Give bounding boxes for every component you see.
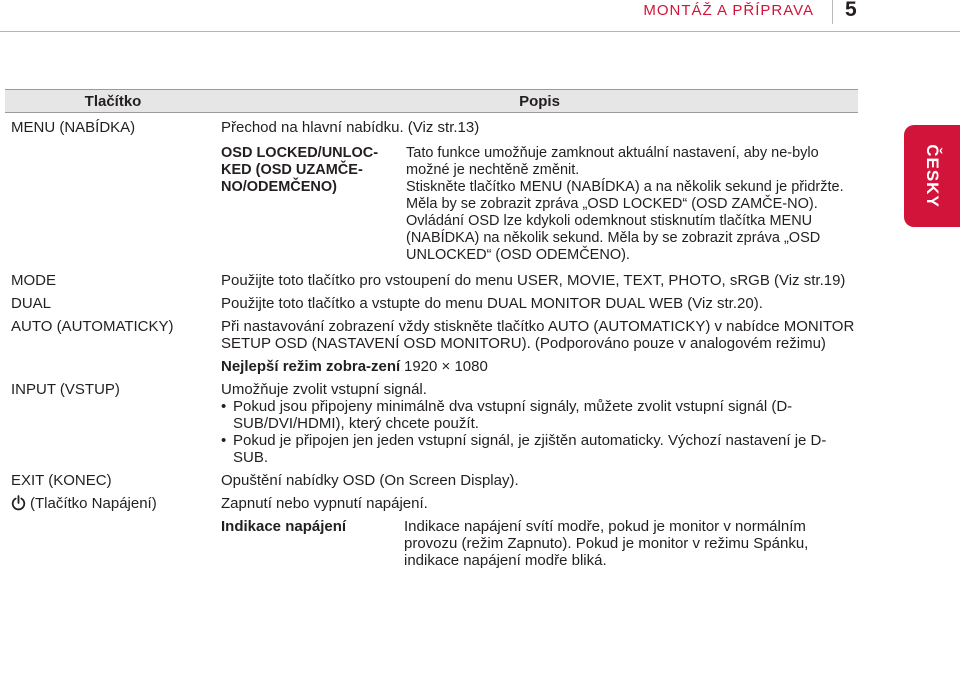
row-description — [221, 489, 858, 569]
page-header — [0, 0, 960, 34]
power-indicator-label: Indikace napájení — [221, 518, 347, 535]
menu-description: Přechod na hlavní nabídku. (Viz str.13) — [221, 119, 480, 136]
row-description — [221, 113, 858, 265]
table-row-power — [5, 489, 858, 569]
table-header-row — [5, 90, 858, 113]
osd-lock-subrow — [221, 145, 858, 264]
table-row-menu — [5, 113, 858, 265]
table-row-auto — [5, 312, 858, 375]
header-rule — [0, 31, 960, 32]
input-bullet-list — [221, 398, 858, 466]
button-name: MODE — [11, 272, 56, 289]
row-description: Použijte toto tlačítko a vstupte do menu DUAL MONITOR DUAL WEB (Viz str.20). — [221, 295, 763, 312]
power-indicator-subrow — [221, 518, 858, 569]
language-tab — [904, 125, 960, 227]
table-row-input — [5, 375, 858, 466]
row-description: Použijte toto tlačítko pro vstoupení do menu USER, MOVIE, TEXT, PHOTO, sRGB (Viz str.19) — [221, 272, 846, 289]
button-name: (Tlačítko Napájení) — [30, 495, 157, 512]
osd-lock-description — [406, 145, 858, 264]
button-table — [5, 89, 858, 693]
best-mode-label: Nejlepší režim zobra-zení — [221, 358, 401, 375]
button-name: MENU (NABÍDKA) — [11, 119, 136, 136]
row-description: Opuštění nabídky OSD (On Screen Display). — [221, 472, 519, 489]
button-name: INPUT (VSTUP) — [11, 381, 120, 398]
row-description — [221, 375, 858, 466]
osd-lock-text-2: Stiskněte tlačítko MENU (NABÍDKA) a na několik sekund je přidržte. — [406, 179, 844, 195]
power-description: Zapnutí nebo vypnutí napájení. — [221, 495, 428, 512]
list-item: • Pokud je připojen jen jeden vstupní signál, je zjištěn automaticky. Výchozí nastavení je D-SUB. — [221, 432, 858, 466]
row-description — [221, 312, 858, 375]
power-icon — [11, 495, 26, 515]
button-name: EXIT (KONEC) — [11, 472, 112, 489]
table-row-dual — [5, 289, 858, 312]
osd-lock-text-1: Tato funkce umožňuje zamknout aktuální nastavení, aby ne-bylo možné je nechtěně změnit. — [406, 145, 819, 178]
osd-lock-text-4: Ovládání OSD lze kdykoli odemknout stisknutím tlačítka MENU (NABÍDKA) na několik sekund. Měla by se zobrazit zpráva „OSD UNLOCKED“ (OSD ODEMČENO). — [406, 213, 821, 263]
osd-lock-text-3: Měla by se zobrazit zpráva „OSD LOCKED“ (OSD ZAMČE-NO). — [406, 196, 818, 212]
table-row-exit — [5, 466, 858, 489]
button-name: AUTO (AUTOMATICKY) — [11, 318, 174, 335]
page-number: 5 — [845, 0, 857, 21]
column-header-description: Popis — [221, 90, 858, 113]
auto-description: Při nastavování zobrazení vždy stiskněte tlačítko AUTO (AUTOMATICKY) v nabídce MONITOR SETUP OSD (NASTAVENÍ OSD MONITORU). (Podporováno pouze v analogovém režimu) — [221, 318, 855, 352]
list-item: • Pokud jsou připojeny minimálně dva vstupní signály, můžete zvolit vstupní signál (D-SUB/DVI/HDMI), který chcete použít. — [221, 398, 858, 432]
power-indicator-description: Indikace napájení svítí modře, pokud je monitor v normálním provozu (režim Zapnuto). Pokud je monitor v režimu Spánku, indikace napájení modře bliká. — [404, 518, 809, 569]
input-description: Umožňuje zvolit vstupní signál. — [221, 381, 427, 398]
section-title: MONTÁŽ A PŘÍPRAVA — [643, 2, 814, 19]
button-name-cell — [5, 489, 221, 569]
osd-lock-label: OSD LOCKED/UNLOC-KED (OSD UZAMČE-NO/ODEMČENO) — [221, 145, 379, 195]
column-header-button: Tlačítko — [5, 90, 221, 113]
best-mode-subrow — [221, 358, 858, 375]
language-tab-label: ČESKY — [923, 144, 942, 208]
header-divider — [832, 0, 833, 24]
button-name: DUAL — [11, 295, 52, 312]
best-mode-value: 1920 × 1080 — [404, 358, 488, 375]
table-row-mode — [5, 264, 858, 289]
